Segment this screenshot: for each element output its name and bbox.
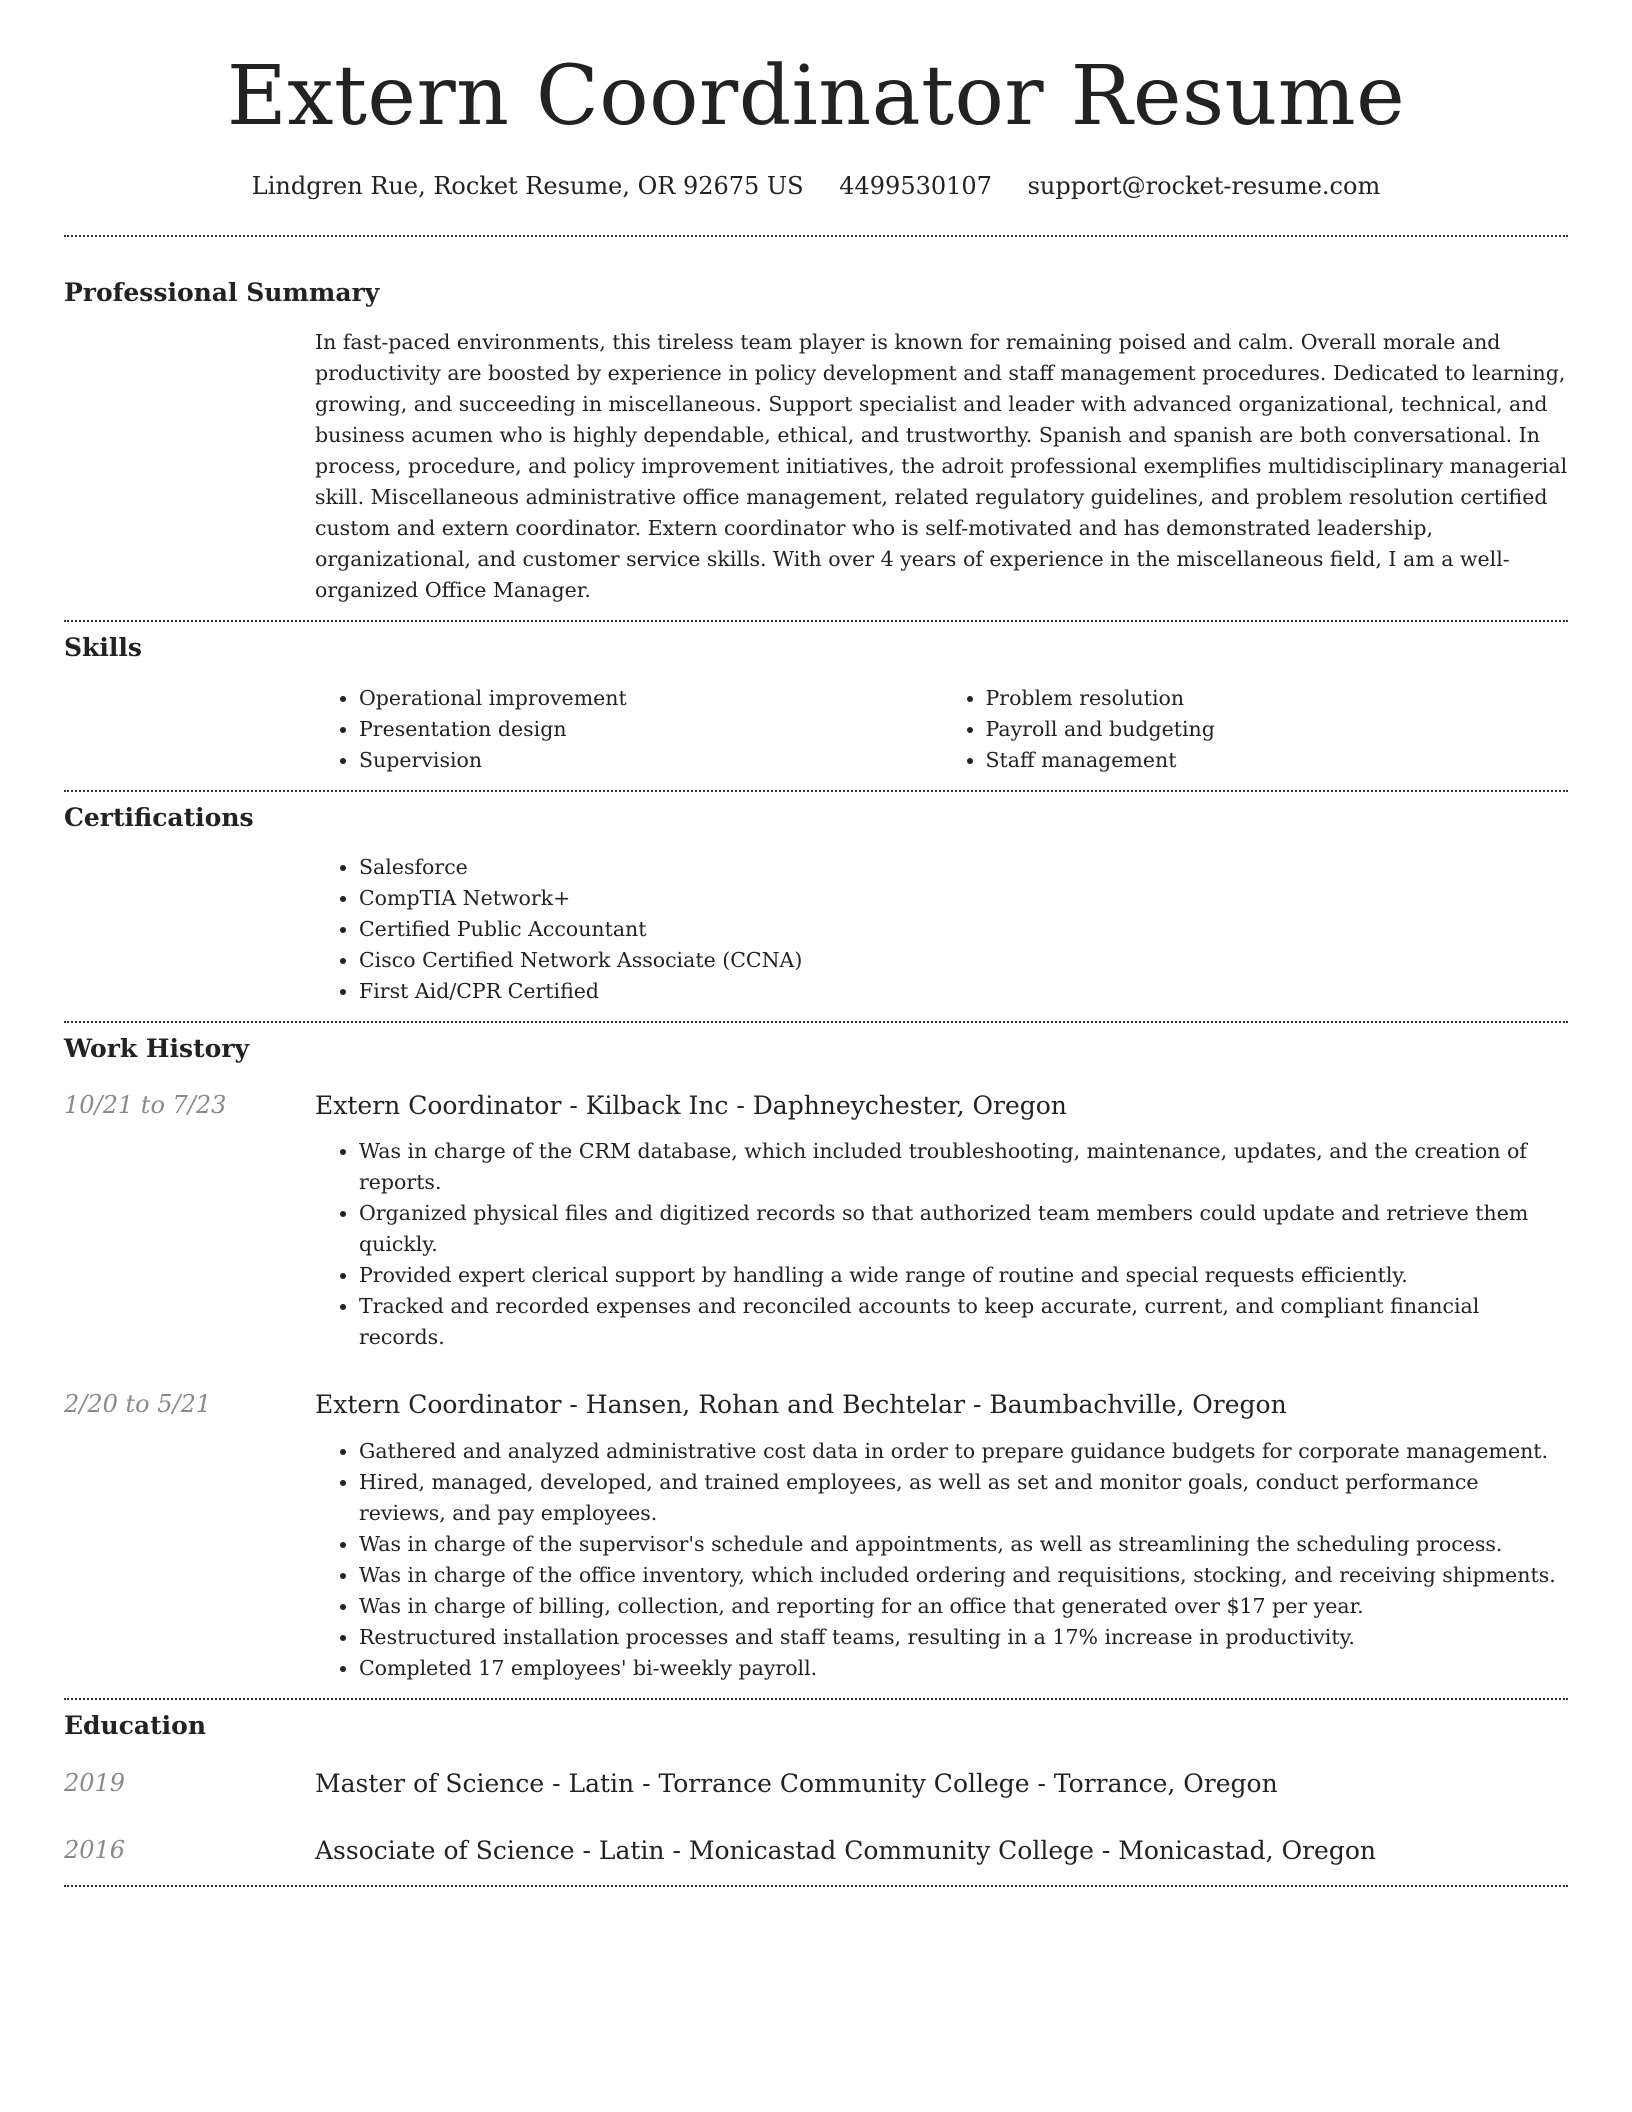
job-bullet: • Was in charge of the CRM database, which included troubleshooting, maintenance, updates, and the creation of reports. — [359, 1136, 1568, 1198]
job-bullet: • Was in charge of the supervisor's schedule and appointments, as well as streamlining the scheduling process. — [359, 1529, 1568, 1560]
education-entry — [64, 1768, 1568, 1801]
skill-item: • Supervision — [359, 745, 942, 776]
job-entry — [64, 1389, 1568, 1698]
certification-item: • Salesforce — [359, 852, 1568, 883]
job-bullets — [315, 1436, 1568, 1684]
page-title: Extern Coordinator Resume — [226, 49, 1406, 144]
education-title: Master of Science - Latin - Torrance Community College - Torrance, Oregon — [315, 1769, 1278, 1799]
skills-list-right — [942, 683, 1569, 776]
section-title: Professional Summary — [64, 277, 380, 307]
education-date: 2019 — [64, 1769, 126, 1798]
job-bullet: • Tracked and recorded expenses and reconciled accounts to keep accurate, current, and compliant financial records. — [359, 1291, 1568, 1353]
certification-item: • First Aid/CPR Certified — [359, 976, 1568, 1007]
job-date: 2/20 to 5/21 — [64, 1390, 212, 1419]
address: Lindgren Rue, Rocket Resume, OR 92675 US — [251, 172, 804, 201]
phone: 4499530107 — [839, 172, 992, 201]
certifications-list — [315, 852, 1568, 1007]
email: support@rocket-resume.com — [1027, 172, 1381, 201]
skill-item: • Operational improvement — [359, 683, 942, 714]
divider — [64, 1698, 1568, 1700]
divider — [64, 1021, 1568, 1023]
certification-item: • Cisco Certified Network Associate (CCNA) — [359, 945, 1568, 976]
divider — [64, 620, 1568, 622]
divider — [64, 235, 1568, 237]
summary-text: In fast-paced environments, this tireless team player is known for remaining poised and calm. Overall morale and productivity are boosted by experience in policy development and staff management procedures. Dedicated to learning, growing, and succeeding in miscellaneous. Support specialist and leader with advanced organizational, technical, and business acumen who is highly dependable, ethical, and trustworthy. Spanish and spanish are both conversational. In process, procedure, and policy improvement initiatives, the adroit professional exemplifies multidisciplinary managerial skill. Miscellaneous administrative office management, related regulatory guidelines, and problem resolution certified custom and extern coordinator. Extern coordinator who is self-motivated and has demonstrated leadership, organizational, and customer service skills. With over 4 years of experience in the miscellaneous field, I am a well-organized Office Manager. — [315, 330, 1568, 603]
job-bullet: • Hired, managed, developed, and trained employees, as well as set and monitor goals, conduct performance reviews, and pay employees. — [359, 1467, 1568, 1529]
skill-item: • Staff management — [986, 745, 1569, 776]
certification-item: • CompTIA Network+ — [359, 883, 1568, 914]
job-bullet: • Was in charge of the office inventory, which included ordering and requisitions, stocking, and receiving shipments. — [359, 1560, 1568, 1591]
certification-item: • Certified Public Accountant — [359, 914, 1568, 945]
job-bullet: • Organized physical files and digitized records so that authorized team members could update and retrieve them quickly. — [359, 1198, 1568, 1260]
section-title: Certifications — [64, 802, 254, 832]
skill-item: • Payroll and budgeting — [986, 714, 1569, 745]
section-title: Skills — [64, 633, 142, 663]
summary-section — [64, 277, 1568, 621]
job-bullet: • Gathered and analyzed administrative cost data in order to prepare guidance budgets for corporate management. — [359, 1436, 1568, 1467]
skill-item: • Presentation design — [359, 714, 942, 745]
job-bullet: • Restructured installation processes and staff teams, resulting in a 17% increase in productivity. — [359, 1622, 1568, 1653]
job-bullet: • Completed 17 employees' bi-weekly payroll. — [359, 1653, 1568, 1684]
section-title: Work History — [64, 1034, 250, 1064]
certifications-section — [64, 802, 1568, 1022]
divider — [64, 790, 1568, 792]
skills-section — [64, 632, 1568, 790]
divider — [64, 1885, 1568, 1887]
section-title: Education — [64, 1710, 207, 1740]
education-date: 2016 — [64, 1835, 126, 1864]
work-history-section — [64, 1033, 1568, 1698]
skill-item: • Problem resolution — [986, 683, 1569, 714]
education-title: Associate of Science - Latin - Monicastad Community College - Monicastad, Oregon — [315, 1835, 1376, 1865]
skills-list-left — [315, 683, 942, 776]
job-title: Extern Coordinator - Hansen, Rohan and Bechtelar - Baumbachville, Oregon — [315, 1390, 1287, 1420]
job-bullets — [315, 1136, 1568, 1353]
education-entry — [64, 1835, 1568, 1868]
job-date: 10/21 to 7/23 — [64, 1090, 227, 1119]
job-bullet: • Was in charge of billing, collection, and reporting for an office that generated over $17 per year. — [359, 1591, 1568, 1622]
job-bullet: • Provided expert clerical support by handling a wide range of routine and special requests efficiently. — [359, 1260, 1568, 1291]
job-entry — [64, 1090, 1568, 1354]
education-section — [64, 1710, 1568, 1886]
job-title: Extern Coordinator - Kilback Inc - Daphneychester, Oregon — [315, 1090, 1067, 1120]
contact-line — [0, 172, 1632, 201]
